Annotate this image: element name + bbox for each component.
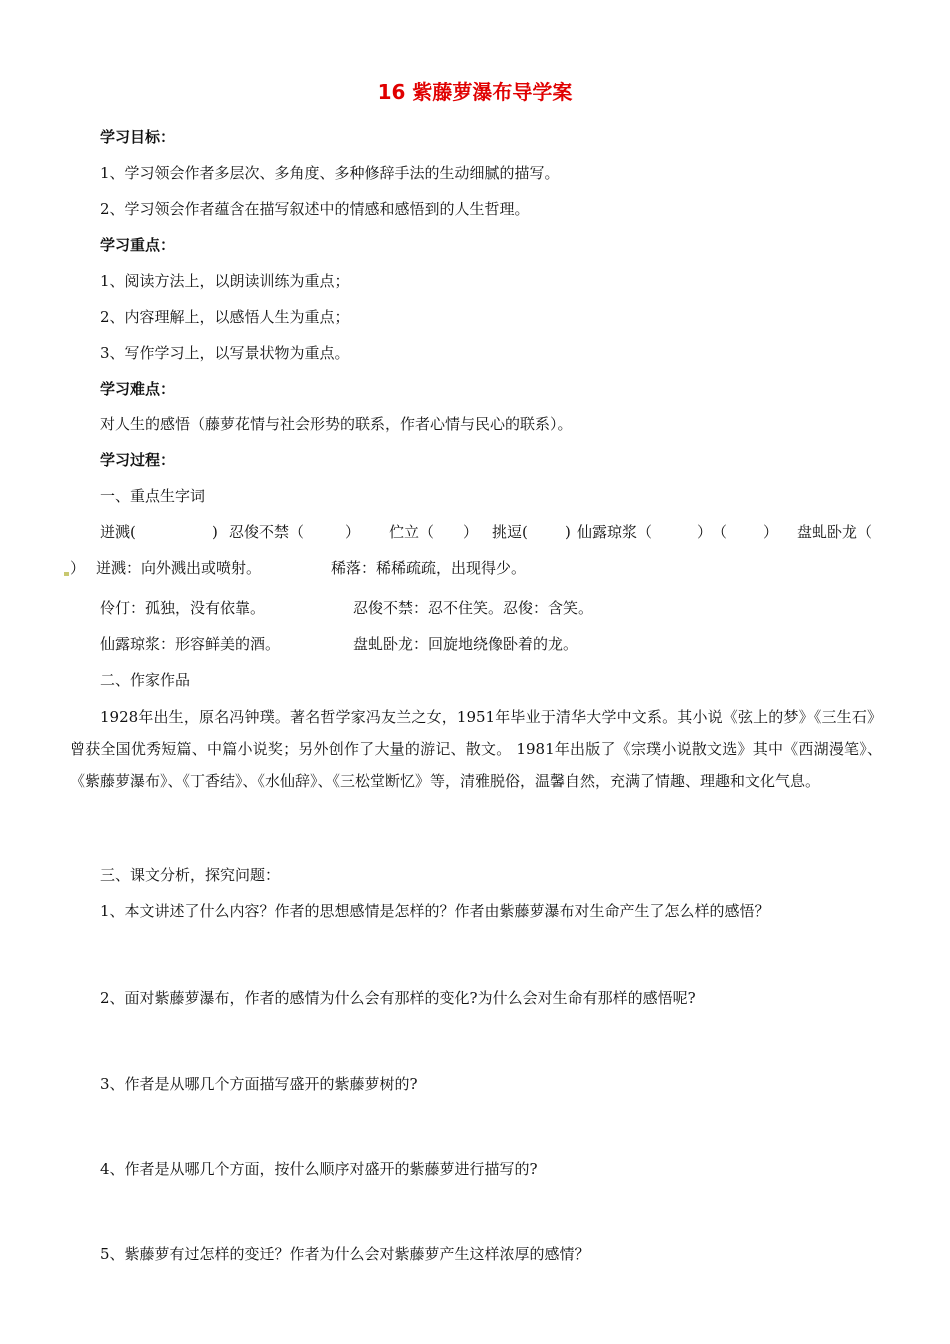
definition-5: 仙露琼浆：形容鲜美的酒。 — [100, 635, 281, 653]
word-3-close: ） — [463, 523, 479, 541]
word-3: 伫立（ — [389, 523, 435, 541]
word-1-close: ) — [212, 523, 218, 541]
focus-heading: 学习重点： — [100, 236, 176, 254]
section2-heading: 二、作家作品 — [100, 671, 191, 689]
author-bio: 1928年出生，原名冯钟璞。著名哲学家冯友兰之女，1951年毕业于清华大学中文系。其小说《弦上的梦》《三生石》曾获全国优秀短篇、中篇小说奖；另外创作了大量的游记、散文。 1981年出版了《宗璞小说散文选》其中《西湖漫笔》、《紫藤萝瀑布》、《丁香结》、《水仙辞》、《三松堂断忆》等，清雅脱俗，温馨自然，充满了情趣、理趣和文化气息。 — [70, 708, 882, 790]
word-1: 迸溅( — [100, 523, 136, 541]
difficulty-heading: 学习难点： — [100, 380, 176, 398]
question-5: 5、紫藤萝有过怎样的变迁？作者为什么会对紫藤萝产生这样浓厚的感情？ — [100, 1245, 590, 1263]
definition-2: 稀落：稀稀疏疏，出现得少。 — [331, 559, 527, 577]
difficulty-text: 对人生的感悟（藤萝花情与社会形势的联系，作者心情与民心的联系）。 — [100, 415, 573, 433]
word-4-close: ) — [565, 523, 571, 541]
focus-item-2: 2、内容理解上，以感悟人生为重点； — [100, 308, 350, 326]
word-2: 忍俊不禁（ — [229, 523, 305, 541]
word-6: 盘虬卧龙（ — [797, 523, 873, 541]
word-4: 挑逗( — [492, 523, 528, 541]
question-1: 1、本文讲述了什么内容？作者的思想感情是怎样的？作者由紫藤萝瀑布对生命产生了怎么样的感悟？ — [100, 902, 770, 920]
word-5b: （ — [712, 523, 728, 541]
word-5: 仙露琼浆（ — [577, 523, 653, 541]
word-6-close: ） — [70, 559, 86, 577]
process-heading: 学习过程： — [100, 451, 176, 469]
word-5b-close: ） — [763, 523, 779, 541]
question-2: 2、面对紫藤萝瀑布，作者的感情为什么会有那样的变化?为什么会对生命有那样的感悟呢? — [100, 989, 696, 1007]
section1-heading: 一、重点生字词 — [100, 487, 206, 505]
page-title: 16 紫藤萝瀑布导学案 — [377, 80, 573, 104]
goals-heading: 学习目标： — [100, 128, 176, 146]
question-3: 3、作者是从哪几个方面描写盛开的紫藤萝树的? — [100, 1075, 418, 1093]
goal-item-2: 2、学习领会作者蕴含在描写叙述中的情感和感悟到的人生哲理。 — [100, 200, 530, 218]
definition-1: 迸溅：向外溅出或喷射。 — [96, 559, 262, 577]
focus-item-3: 3、写作学习上，以写景状物为重点。 — [100, 344, 350, 362]
word-2-close: ） — [345, 523, 361, 541]
definition-6: 盘虬卧龙：回旋地绕像卧着的龙。 — [353, 635, 579, 653]
definition-3: 伶仃：孤独，没有依靠。 — [100, 599, 266, 617]
highlight-mark — [64, 572, 69, 576]
focus-item-1: 1、阅读方法上，以朗读训练为重点； — [100, 272, 350, 290]
section3-heading: 三、课文分析，探究问题： — [100, 866, 281, 884]
question-4: 4、作者是从哪几个方面，按什么顺序对盛开的紫藤萝进行描写的? — [100, 1160, 538, 1178]
definition-4: 忍俊不禁：忍不住笑。忍俊：含笑。 — [353, 599, 594, 617]
word-5-close: ） — [697, 523, 713, 541]
goal-item-1: 1、学习领会作者多层次、多角度、多种修辞手法的生动细腻的描写。 — [100, 164, 560, 182]
